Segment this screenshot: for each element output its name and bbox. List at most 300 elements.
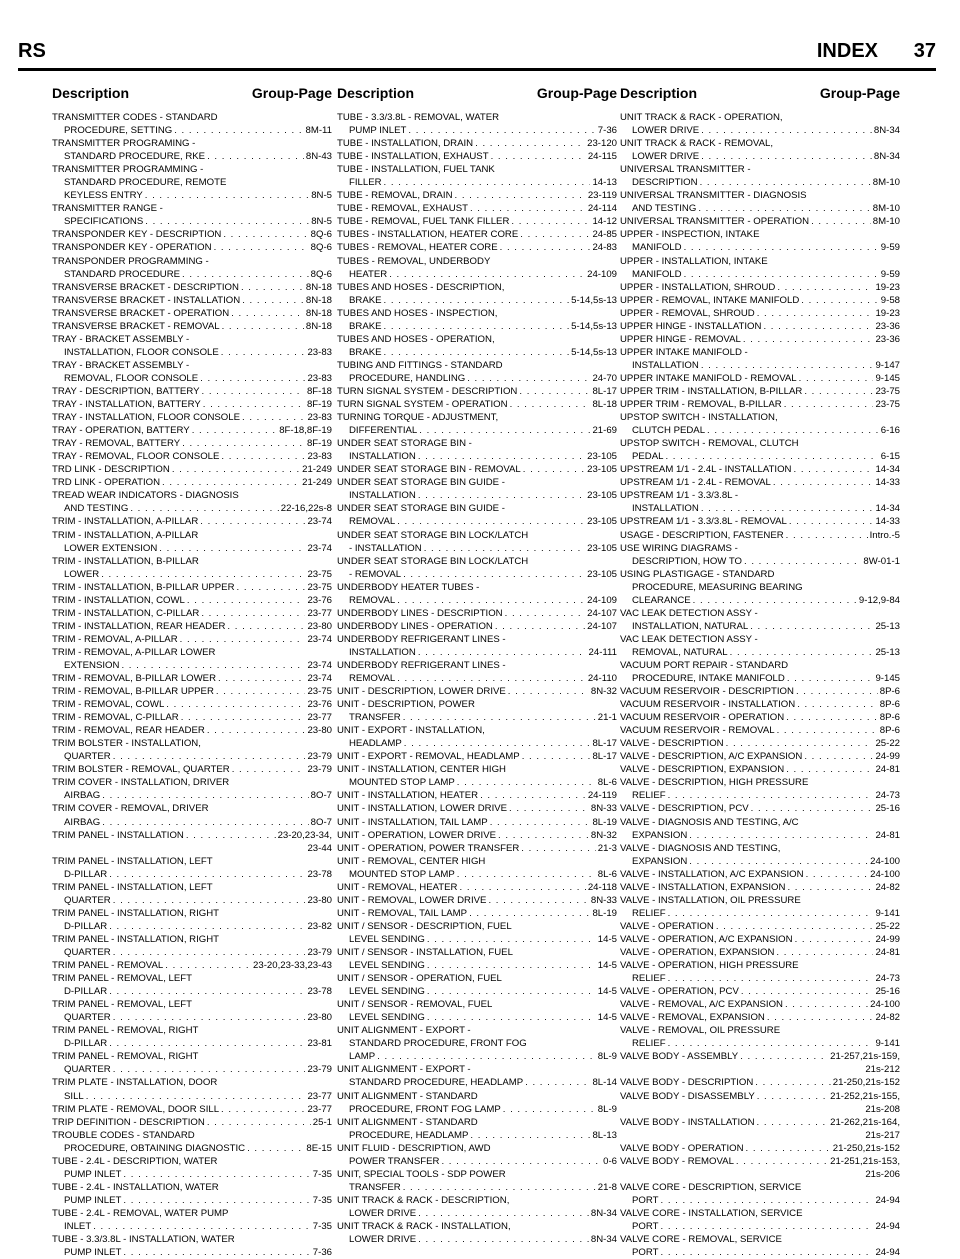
dot-leader [789, 515, 874, 528]
entry-page-ref: 24-73 [875, 790, 900, 802]
index-entry [337, 1220, 617, 1246]
entry-description: PROCEDURE, FRONT FOG LAMP [349, 1103, 501, 1115]
entry-description: DESCRIPTION, HOW TO [632, 555, 742, 567]
index-entry [620, 724, 900, 737]
entry-page-ref: 24-99 [875, 933, 900, 945]
dot-leader [123, 1246, 310, 1259]
entry-description: TRIM PANEL - INSTALLATION, RIGHT [52, 907, 220, 919]
dot-leader [377, 1050, 596, 1063]
entry-description: TRIM - REMOVAL, REAR HEADER [52, 725, 205, 737]
entry-page-ref: 23-81 [307, 1038, 332, 1050]
entry-description: D-PILLAR [64, 986, 108, 998]
index-entry [620, 294, 900, 307]
entry-page-ref: 24-118 [587, 881, 617, 893]
entry-description: VALVE BODY - OPERATION [620, 1142, 744, 1154]
dot-leader [207, 1116, 311, 1129]
entry-description: LEVEL SENDING [349, 986, 425, 998]
index-entry [337, 1142, 617, 1168]
entry-description: UNIT - OPERATION, POWER TRANSFER [337, 842, 520, 854]
entry-description: VALVE BODY - DESCRIPTION [620, 1077, 754, 1089]
dot-leader [145, 189, 309, 202]
entry-page-ref: 23-79 [307, 751, 332, 763]
entry-description: INSTALLATION [349, 451, 416, 463]
entry-description: UNIT - REMOVAL, LOWER DRIVE [337, 894, 487, 906]
index-column-3 [620, 111, 900, 1259]
index-entry [337, 1194, 617, 1220]
entry-description: UPPER INTAKE MANIFOLD - REMOVAL [620, 372, 797, 384]
entry-description: UNDER SEAT STORAGE BIN LOCK/LATCH [337, 555, 529, 567]
entry-page-ref: 24-111 [588, 646, 617, 658]
entry-description: UNIT ALIGNMENT - STANDARD [337, 1090, 478, 1102]
index-entry [620, 1155, 900, 1181]
entry-page-ref: 21-252,21s-155, [830, 1090, 900, 1102]
index-entry [52, 515, 332, 528]
entry-description: TRANSMITTER PROGRAMMING - [52, 164, 204, 176]
entry-description: TRANSFER [349, 712, 401, 724]
entry-description: UPSTREAM 1/1 - 3.3/3.8L - [620, 490, 739, 502]
dot-leader [109, 920, 305, 933]
entry-description: LOWER DRIVE [349, 1207, 417, 1219]
entry-description: UPPER TRIM - INSTALLATION, B-PILLAR [620, 385, 803, 397]
index-entry [620, 463, 900, 476]
entry-page-ref: 23-77 [307, 1090, 332, 1102]
index-entry [620, 1090, 900, 1116]
index-entry [337, 333, 617, 359]
entry-page-ref: 8P-6 [879, 712, 900, 724]
dot-leader [174, 124, 303, 137]
entry-page-ref: 24-81 [875, 829, 900, 841]
entry-description: TRAY - DESCRIPTION, BATTERY [52, 385, 200, 397]
dot-leader [491, 150, 586, 163]
entry-page-ref: 8N-34 [873, 125, 900, 137]
dot-leader [102, 789, 308, 802]
entry-page-ref: 24-114 [587, 203, 617, 215]
index-entry [337, 1063, 617, 1089]
index-entry [620, 946, 900, 959]
index-entry [620, 542, 900, 568]
index-entry [52, 228, 332, 241]
entry-page-ref: 8N-18 [305, 320, 332, 332]
entry-description: - REMOVAL [349, 568, 402, 580]
entry-page-ref: 8Q-6 [310, 268, 332, 280]
entry-page-ref: 8N-34 [873, 151, 900, 163]
dot-leader [384, 294, 570, 307]
entry-page-ref: 5-14,5s-13 [571, 346, 617, 358]
index-entry [337, 855, 617, 881]
index-entry [620, 189, 900, 215]
entry-description: VALVE BODY - DISASSEMBLY [620, 1090, 755, 1102]
index-entry [620, 1024, 900, 1050]
dot-leader [787, 672, 874, 685]
entry-description: EXTENSION [64, 659, 120, 671]
entry-page-ref: 5-14,5s-13 [571, 294, 617, 306]
entry-page-ref: 23-74 [307, 659, 332, 671]
entry-description: UPPER INTAKE MANIFOLD - [620, 346, 748, 358]
entry-page-ref: 23-105 [587, 464, 617, 476]
dot-leader [773, 476, 874, 489]
entry-description: TRIM PANEL - INSTALLATION, LEFT [52, 881, 213, 893]
index-entry [620, 802, 900, 815]
dot-leader [187, 594, 306, 607]
entry-description: PROCEDURE, HANDLING [349, 372, 466, 384]
entry-description: UNIT - REMOVAL, TAIL LAMP [337, 907, 468, 919]
entry-description: VALVE - DESCRIPTION, HIGH PRESSURE [620, 777, 809, 789]
entry-description: STANDARD PROCEDURE, HEADLAMP [349, 1077, 524, 1089]
dot-leader [786, 711, 878, 724]
entry-page-ref: 19-23 [875, 281, 900, 293]
entry-description: TRIM - INSTALLATION, A-PILLAR [52, 529, 199, 541]
entry-page-ref: 24-70 [592, 372, 617, 384]
index-entry [52, 646, 332, 672]
entry-description: VACUUM RESERVOIR - REMOVAL [620, 725, 775, 737]
dot-leader [427, 1011, 596, 1024]
entry-description: TRANSMITTER CODES - STANDARD [52, 112, 218, 123]
index-entry [337, 750, 617, 763]
index-entry [620, 842, 900, 868]
index-entry [337, 829, 617, 842]
entry-page-ref: 23-76 [307, 594, 332, 606]
entry-description: TUBES - INSTALLATION, HEATER CORE [337, 229, 519, 241]
dot-leader [804, 750, 873, 763]
entry-description: VALVE - REMOVAL, EXPANSION [620, 1012, 765, 1024]
entry-description: SILL [64, 1090, 84, 1102]
dot-leader [93, 1220, 311, 1233]
entry-page-ref: 8L-14 [592, 1077, 617, 1089]
entry-description: VACUUM PORT REPAIR - STANDARD [620, 659, 789, 671]
dot-leader [389, 268, 585, 281]
entry-description: UNIVERSAL TRANSMITTER - OPERATION [620, 216, 810, 228]
dot-leader [200, 372, 305, 385]
dot-leader [242, 294, 304, 307]
entry-page-ref: 8N-43 [305, 151, 332, 163]
entry-description: PUMP INLET [64, 1247, 122, 1259]
entry-page-ref: 25-16 [875, 803, 900, 815]
entry-description: VALVE CORE - DESCRIPTION, SERVICE [620, 1181, 802, 1193]
entry-page-ref: 6-16 [880, 425, 900, 437]
dot-leader [172, 463, 300, 476]
entry-description: UNIT - INSTALLATION, CENTER HIGH [337, 764, 506, 776]
index-entry [52, 476, 332, 489]
entry-page-ref: 23-82 [307, 920, 332, 932]
index-entry [52, 385, 332, 398]
index-entry [620, 894, 900, 920]
index-entry [620, 711, 900, 724]
index-entry [620, 1207, 900, 1233]
entry-description: TRIP DEFINITION - DESCRIPTION [52, 1116, 205, 1128]
index-entry [337, 555, 617, 581]
entry-description: TRANSMITTER PROGRAMING - [52, 138, 196, 150]
dot-leader [757, 1090, 828, 1103]
entry-page-ref: 23-105 [587, 490, 617, 502]
entry-page-ref: 9-141 [875, 907, 900, 919]
entry-description: LOWER DRIVE [349, 1234, 417, 1246]
entry-page-ref: 8F-19 [306, 399, 332, 411]
entry-description: LAMP [349, 1051, 376, 1063]
entry-description: TRANSPONDER KEY - DESCRIPTION [52, 229, 222, 241]
index-entry [620, 698, 900, 711]
entry-description: VALVE - OPERATION, A/C EXPANSION [620, 933, 793, 945]
entry-page-ref: 8N-33 [590, 894, 617, 906]
index-entry [620, 281, 900, 294]
dot-leader [162, 476, 300, 489]
entry-description: VALVE - OPERATION, PCV [620, 986, 739, 998]
index-entry [52, 776, 332, 802]
entry-page-ref: 8Q-6 [310, 242, 332, 254]
entry-description: PORT [632, 1247, 659, 1259]
dot-leader [113, 1063, 306, 1076]
index-entry [620, 750, 900, 763]
dot-leader [701, 502, 874, 515]
entry-description: PROCEDURE, HEADLAMP [349, 1129, 469, 1141]
index-entry [337, 881, 617, 894]
dot-leader [418, 646, 587, 659]
entry-page-ref: 9-58 [880, 294, 900, 306]
index-entry [620, 1076, 900, 1089]
entry-page-ref: 23-80 [307, 725, 332, 737]
entry-description: TRIM - INSTALLATION, B-PILLAR UPPER [52, 581, 235, 593]
entry-page-ref: 23-105 [587, 568, 617, 580]
entry-page-ref: 0-6 [603, 1155, 617, 1167]
entry-page-ref: 9-59 [880, 268, 900, 280]
index-entry [620, 985, 900, 998]
entry-description: VAC LEAK DETECTION ASSY - [620, 607, 758, 619]
index-entry [620, 776, 900, 802]
dot-leader [130, 502, 278, 515]
page-title: INDEX [816, 40, 878, 62]
dot-leader [777, 281, 873, 294]
entry-description: INLET [64, 1220, 92, 1232]
entry-description: UPSTREAM 1/1 - 2.4L - REMOVAL [620, 477, 771, 489]
dot-leader [207, 724, 306, 737]
dot-leader [490, 816, 591, 829]
entry-description: TRANSVERSE BRACKET - REMOVAL [52, 320, 220, 332]
entry-description: TUBE - REMOVAL, EXHAUST [337, 203, 468, 215]
entry-page-ref: 23-83 [307, 346, 332, 358]
dot-leader [522, 750, 591, 763]
index-entry [620, 933, 900, 946]
entry-description: TRIM COVER - INSTALLATION, DRIVER [52, 777, 230, 789]
index-entry [337, 789, 617, 802]
entry-description: INSTALLATION, NATURAL [632, 620, 749, 632]
entry-description: UNIT - DESCRIPTION, POWER [337, 699, 475, 711]
index-entry [52, 307, 332, 320]
dot-leader [203, 398, 305, 411]
entry-page-ref: 9-147 [875, 359, 900, 371]
entry-description: TRIM BOLSTER - REMOVAL, QUARTER [52, 764, 230, 776]
entry-description: UNIT TRACK & RACK - DESCRIPTION, [337, 1194, 510, 1206]
entry-page-ref: 21-3 [597, 842, 617, 854]
index-entry [337, 476, 617, 502]
entry-description: UNDERBODY LINES - DESCRIPTION [337, 607, 503, 619]
entry-page-ref: 24-81 [875, 764, 900, 776]
entry-description: PORT [632, 1220, 659, 1232]
entry-description: UNIT / SENSOR - REMOVAL, FUEL [337, 999, 493, 1011]
page-number: 37 [913, 40, 936, 62]
dot-leader [218, 672, 305, 685]
entry-description: UPSTREAM 1/1 - 2.4L - INSTALLATION [620, 464, 792, 476]
index-entry [52, 1181, 332, 1207]
index-entry [52, 281, 332, 294]
dot-leader [469, 907, 590, 920]
entry-description: TUBE - 2.4L - DESCRIPTION, WATER [52, 1155, 218, 1167]
dot-leader [455, 189, 586, 202]
index-entry [52, 633, 332, 646]
index-entry [337, 816, 617, 829]
dot-leader [665, 450, 878, 463]
entry-description: D-PILLAR [64, 868, 108, 880]
entry-description: UNIT / SENSOR - OPERATION, FUEL [337, 973, 502, 985]
entry-description: KEYLESS ENTRY [64, 190, 143, 202]
entry-page-ref: 23-105 [587, 542, 617, 554]
entry-description: INSTALLATION [632, 503, 699, 515]
index-entry [52, 163, 332, 202]
entry-page-ref: 23-75 [875, 385, 900, 397]
dot-leader [221, 450, 305, 463]
entry-page-ref: 23-79 [307, 947, 332, 958]
entry-description: VALVE - DESCRIPTION [620, 738, 724, 750]
index-entry [52, 333, 332, 359]
entry-description: LOWER EXTENSION [64, 542, 158, 554]
entry-page-ref: 8L-9 [597, 1103, 617, 1115]
index-entry [337, 150, 617, 163]
dot-leader [201, 385, 304, 398]
entry-page-ref: 8O-7 [310, 816, 332, 828]
index-entry [52, 1076, 332, 1102]
index-entry [337, 228, 617, 241]
dot-leader [384, 346, 570, 359]
entry-description: USE WIRING DIAGRAMS - [620, 542, 738, 554]
index-entry [52, 907, 332, 933]
index-entry [52, 724, 332, 737]
entry-description: TRIM - INSTALLATION, COWL [52, 594, 185, 606]
entry-page-ref: 23-75 [307, 686, 332, 698]
entry-page-ref: 25-1 [312, 1116, 332, 1128]
index-entry [52, 711, 332, 724]
entry-description: D-PILLAR [64, 1038, 108, 1050]
dot-leader [418, 1207, 589, 1220]
dot-leader [520, 228, 590, 241]
entry-description: CLUTCH PEDAL [632, 425, 706, 437]
entry-page-ref: 8L-9 [597, 1051, 617, 1063]
entry-description: TRAY - BRACKET ASSEMBLY - [52, 333, 190, 345]
entry-page-ref: 8N-34 [590, 1234, 617, 1246]
dot-leader [113, 1011, 306, 1024]
entry-description: UNIT - INSTALLATION, LOWER DRIVE [337, 803, 508, 815]
entry-description: REMOVAL, NATURAL [632, 646, 728, 658]
dot-leader [470, 1129, 590, 1142]
index-entry [337, 581, 617, 607]
index-entry [52, 424, 332, 437]
entry-description: TURN SIGNAL SYSTEM - DESCRIPTION [337, 385, 518, 397]
index-entry [337, 998, 617, 1024]
index-entry [620, 215, 900, 228]
dot-leader [744, 555, 861, 568]
index-entry [52, 529, 332, 555]
entry-page-ref: 8M-11 [305, 125, 332, 137]
entry-description: HEATER [349, 268, 388, 280]
entry-description: MOUNTED STOP LAMP [349, 868, 455, 880]
index-entry [337, 529, 617, 555]
entry-description: TUBES AND HOSES - DESCRIPTION, [337, 281, 505, 293]
dot-leader [668, 907, 874, 920]
entry-description: UNDERBODY HEATER TUBES - [337, 581, 480, 593]
dot-leader [470, 202, 586, 215]
entry-description: TRD LINK - OPERATION [52, 477, 161, 489]
entry-page-ref: 23-79 [307, 764, 332, 776]
entry-description: TUBING AND FITTINGS - STANDARD [337, 359, 503, 371]
entry-page-ref: 19-23 [875, 307, 900, 319]
dot-leader [182, 437, 305, 450]
dot-leader [503, 1103, 596, 1116]
entry-page-ref: 8N-33 [590, 803, 617, 815]
entry-description: UNIT TRACK & RACK - INSTALLATION, [337, 1220, 511, 1232]
entry-description: TRIM BOLSTER - INSTALLATION, [52, 738, 201, 750]
entry-page-ref: 22-16,22s-8 [280, 503, 332, 515]
entry-description: VALVE - REMOVAL, A/C EXPANSION [620, 999, 783, 1011]
entry-description: TRAY - INSTALLATION, FLOOR CONSOLE [52, 412, 240, 424]
entry-description: TRIM - REMOVAL, A-PILLAR LOWER [52, 646, 216, 658]
entry-page-ref: 14-34 [875, 464, 900, 476]
index-entry [337, 398, 617, 411]
entry-page-ref: Intro.-5 [869, 529, 900, 541]
entry-description: TUBE - REMOVAL, DRAIN [337, 190, 453, 202]
entry-description: UPPER - INSPECTION, INTAKE [620, 229, 760, 241]
dot-leader [700, 176, 871, 189]
index-entry [337, 698, 617, 724]
entry-page-ref: 9-59 [880, 242, 900, 254]
dot-leader [757, 1116, 829, 1129]
dot-leader [668, 1037, 874, 1050]
entry-description: VALVE - DESCRIPTION, A/C EXPANSION [620, 751, 803, 763]
entry-page-ref: 24-85 [592, 229, 617, 241]
entry-page-ref: 7-36 [312, 1247, 332, 1259]
column-header-group-page: Group-Page [819, 85, 900, 101]
index-entry [337, 163, 617, 189]
entry-description: BRAKE [349, 346, 382, 358]
index-entry [52, 972, 332, 998]
index-entry [52, 359, 332, 385]
index-entry [337, 894, 617, 907]
dot-leader [519, 385, 590, 398]
entry-description: STANDARD PROCEDURE, REMOTE [64, 177, 227, 189]
entry-page-ref: 21-249 [302, 477, 332, 489]
entry-page-ref: 8F-19 [306, 438, 332, 450]
index-entry [337, 946, 617, 972]
entry-description: VALVE - DIAGNOSIS AND TESTING, [620, 842, 781, 854]
index-entry [52, 489, 332, 515]
entry-page-ref: 8M-10 [872, 203, 900, 215]
index-entry [337, 137, 617, 150]
dot-leader [123, 1194, 310, 1207]
entry-description: RELIEF [632, 790, 666, 802]
index-entry [337, 215, 617, 228]
column-header-group-page: Group-Page [536, 85, 617, 101]
dot-leader [113, 894, 306, 907]
index-entry [620, 1011, 900, 1024]
index-entry [620, 868, 900, 881]
entry-description: TRIM PANEL - INSTALLATION, RIGHT [52, 933, 220, 945]
entry-description: PUMP INLET [349, 125, 407, 137]
dot-leader [796, 685, 878, 698]
dot-leader [521, 842, 596, 855]
dot-leader [660, 1194, 873, 1207]
index-entry [620, 1233, 900, 1259]
entry-description: UNIT - INSTALLATION, TAIL LAMP [337, 816, 488, 828]
index-entry [52, 594, 332, 607]
index-entry [52, 137, 332, 163]
dot-leader [109, 868, 305, 881]
index-column-2 [337, 111, 617, 1246]
